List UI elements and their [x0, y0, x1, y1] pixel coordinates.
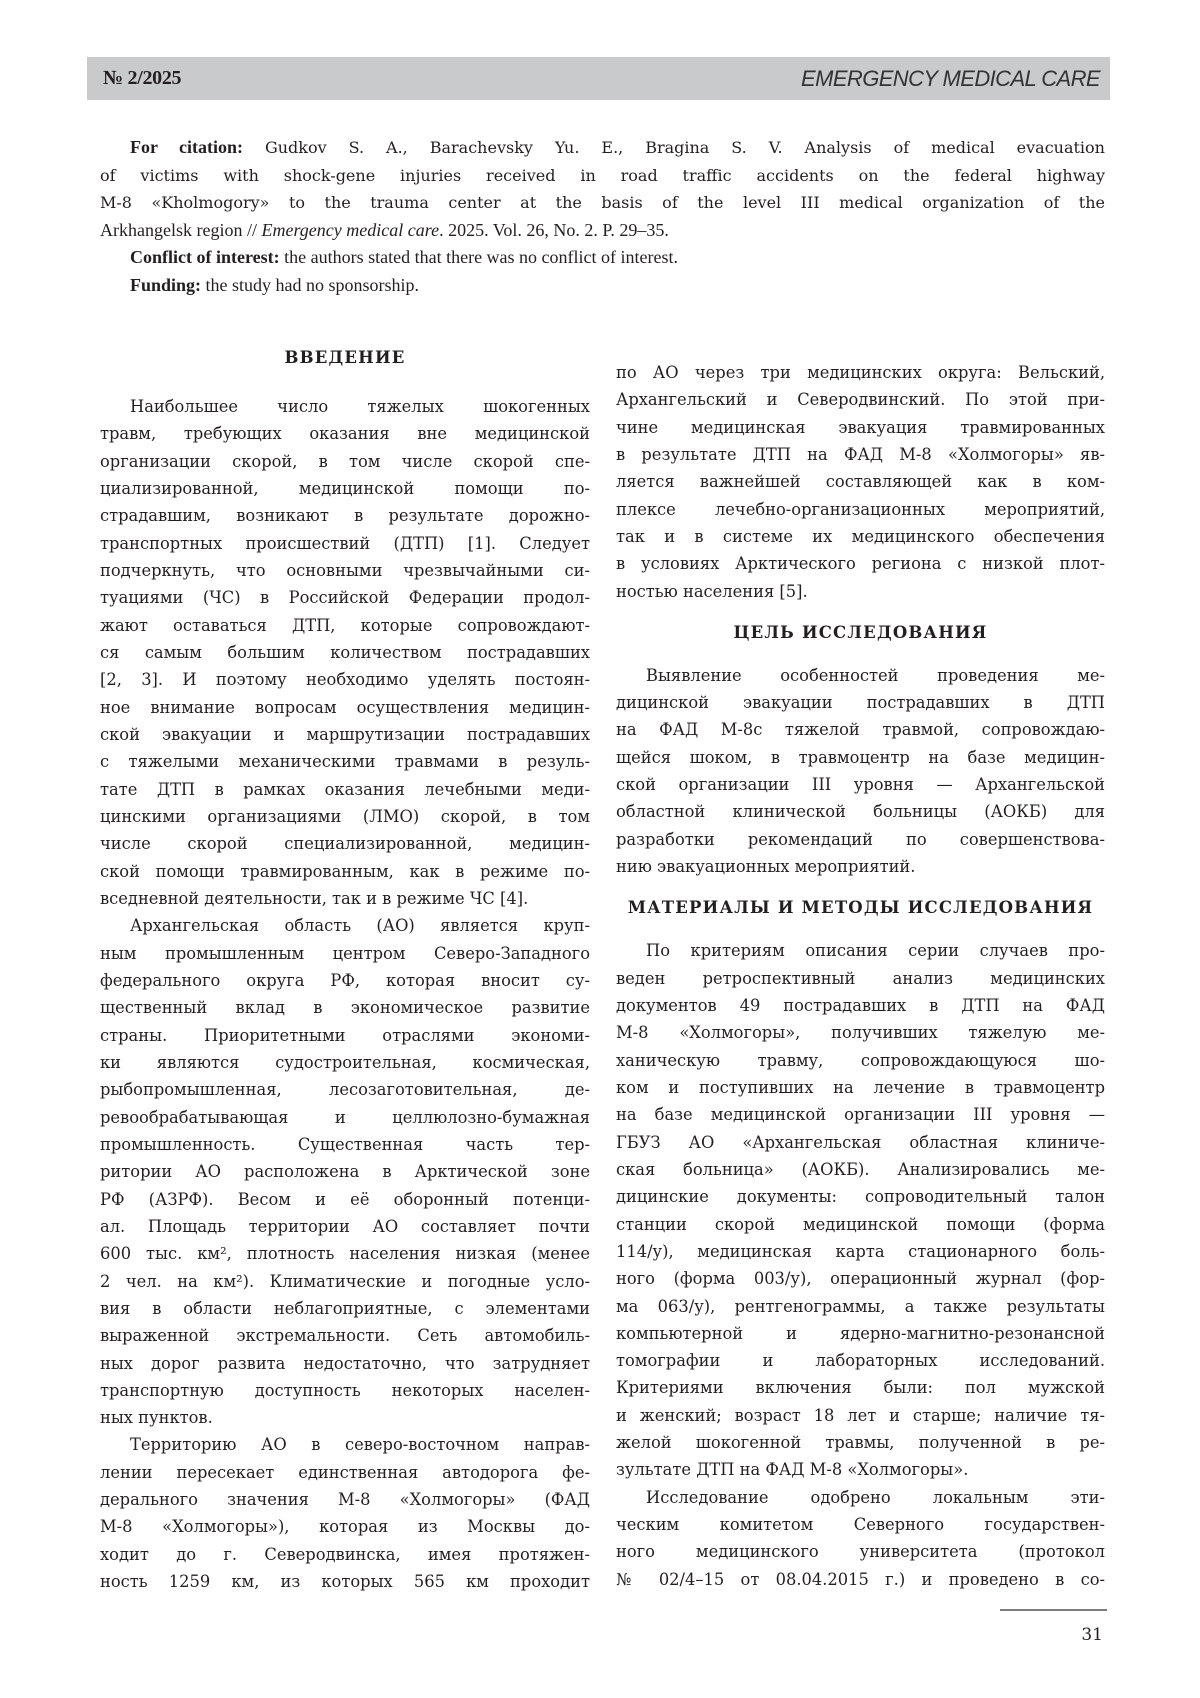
conflict-label: Conflict of interest:	[130, 247, 280, 267]
paragraph	[616, 1484, 1105, 1593]
text-line: веден ретроспективный анализ медицинских	[616, 968, 1105, 988]
text-line: 600 тыс. км², плотность населения низкая (менее	[100, 1244, 590, 1264]
text-line: компьютерной и ядерно-магнитно-резонансной	[616, 1323, 1105, 1343]
text-line: ностью населения [5].	[616, 581, 808, 601]
text-line: щейся шоком, в травмоцентр на базе медицин-	[616, 747, 1105, 767]
text-line: нию эвакуационных мероприятий.	[616, 857, 916, 877]
text-line: ся самым большим количеством пострадавших	[100, 642, 590, 662]
text-line: ской эвакуации и маршрутизации пострадавших	[100, 724, 590, 744]
text-line: Территорию АО в северо-восточном направ-	[130, 1435, 590, 1455]
text-line: транспортных происшествий (ДТП) [1]. Следует	[100, 533, 590, 553]
text-line: в результате ДТП на ФАД М-8 «Холмогоры» яв-	[616, 444, 1105, 464]
text-line: туациями (ЧС) в Российской Федерации продол-	[100, 588, 590, 608]
text-line: и женский; возраст 18 лет и старше; наличие тя-	[616, 1405, 1105, 1425]
text-line: ской помощи травмированным, как в режиме по-	[100, 861, 590, 881]
text-line: ГБУЗ АО «Архангельская областная клиниче-	[616, 1132, 1105, 1152]
text-line: рыбопромышленная, лесозаготовительная, де-	[100, 1080, 590, 1100]
text-line: ма 063/у), рентгенограммы, а также результаты	[616, 1296, 1105, 1316]
text-line: ляется важнейшей составляющей как в ком-	[616, 472, 1105, 492]
text-line: М-8 «Холмогоры»), которая из Москвы до-	[100, 1517, 590, 1537]
citation-line	[100, 134, 1105, 162]
text-line: станции скорой медицинской помощи (форма	[616, 1214, 1105, 1234]
text-line: РФ (АЗРФ). Весом и её оборонный потенци-	[100, 1189, 590, 1209]
text-line: щественный вклад в экономическое развитие	[100, 998, 590, 1018]
text-line: страдавшим, возникают в результате дорожно-	[100, 506, 590, 526]
text-line: тате ДТП в рамках оказания лечебными меди-	[100, 779, 590, 799]
text-line: чине медицинская эвакуация травмированных	[616, 417, 1105, 437]
text-line: подчеркнуть, что основными чрезвычайными си-	[100, 560, 590, 580]
text-line: страны. Приоритетными отраслями экономи-	[100, 1025, 590, 1045]
citation-label: For citation:	[130, 137, 244, 157]
paragraph	[616, 662, 1105, 881]
journal-title: EMERGENCY MEDICAL CARE	[801, 66, 1100, 91]
conflict-text: the authors stated that there was no conflict of interest.	[279, 247, 678, 267]
text-line: зультате ДТП на ФАД М-8 «Холмогоры».	[616, 1460, 969, 1480]
funding	[100, 272, 1105, 300]
left-column	[100, 344, 590, 1595]
text-line: плексе лечебно-организационных мероприятий,	[616, 499, 1105, 519]
text-line: 2 чел. на км²). Климатические и погодные усло-	[100, 1271, 590, 1291]
text-line: дерального значения М-8 «Холмогоры» (ФАД	[100, 1490, 590, 1510]
footer-rule	[1000, 1609, 1107, 1611]
text-line: федерального округа РФ, которая вносит су-	[100, 970, 590, 990]
text-line: дицинские документы: сопроводительный талон	[616, 1187, 1105, 1207]
citation-line	[100, 217, 1105, 245]
text-line: вия в области неблагоприятные, с элементами	[100, 1298, 590, 1318]
text-line: [2, 3]. И поэтому необходимо уделять постоян-	[100, 670, 590, 690]
text-line: лении пересекает единственная автодорога фе-	[100, 1462, 590, 1482]
text-line: ханическую травму, сопровождающуюся шо-	[616, 1050, 1105, 1070]
text-line: ходит до г. Северодвинска, имея протяжен-	[100, 1544, 590, 1564]
text-line: на базе медицинской организации III уровня —	[616, 1105, 1105, 1125]
text-line: ская больница» (АОКБ). Анализировались ме-	[616, 1159, 1105, 1179]
citation-text: . 2025. Vol. 26, No. 2. P. 29–35.	[439, 219, 669, 240]
text-line: документов 49 пострадавших в ДТП на ФАД	[616, 995, 1105, 1015]
page-number: 31	[1081, 1625, 1103, 1645]
text-line: ное внимание вопросам осуществления медицин-	[100, 697, 590, 717]
text-line: Архангельский и Северодвинский. По этой при-	[616, 390, 1105, 410]
paragraph	[100, 1431, 590, 1595]
text-line: по АО через три медицинских округа: Вельский,	[616, 363, 1105, 382]
text-line: разработки рекомендаций по совершенствова-	[616, 829, 1105, 849]
citation-line: of victims with shock-gene injuries received in road traffic accidents on the federal highway	[100, 165, 1105, 185]
text-line: томографии и лабораторных исследований.	[616, 1351, 1105, 1371]
text-line: выраженной экстремальности. Сеть автомобиль-	[100, 1326, 590, 1346]
text-line: ской организации III уровня — Архангельской	[616, 775, 1105, 795]
text-line: желой шокогенной травмы, полученной в ре-	[616, 1433, 1105, 1453]
journal-name: Emergency medical care	[261, 219, 440, 240]
text-line: ревообрабатывающая и целлюлозно-бумажная	[100, 1107, 590, 1127]
text-line: ным промышленным центром Северо-Западного	[100, 943, 590, 963]
text-line: на ФАД М-8с тяжелой травмой, сопровождаю-	[616, 720, 1105, 740]
text-line: № 02/4–15 от 08.04.2015 г.) и проведено в со-	[616, 1569, 1105, 1589]
text-line: По критериям описания серии случаев про-	[646, 941, 1105, 961]
section-heading: МАТЕРИАЛЫ И МЕТОДЫ ИССЛЕДОВАНИЯ	[627, 898, 1094, 918]
section-heading: ВВЕДЕНИЕ	[284, 348, 406, 367]
text-line: так и в системе их медицинского обеспечения	[616, 526, 1105, 546]
paragraph	[616, 359, 1105, 605]
text-line: в условиях Арктического региона с низкой плот-	[616, 554, 1105, 574]
text-line: ритории АО расположена в Арктической зоне	[100, 1162, 590, 1182]
text-line: ки являются судостроительная, космическая,	[100, 1052, 590, 1072]
funding-text: the study had no sponsorship.	[201, 274, 420, 295]
running-header-bar	[87, 57, 1110, 100]
text-line: числе скорой специализированной, медицин-	[100, 834, 590, 854]
text-line: Исследование одобрено локальным эти-	[646, 1487, 1105, 1507]
text-line: 114/у), медицинская карта стационарного боль-	[616, 1241, 1105, 1261]
text-line: ного (форма 003/у), операционный журнал (фор-	[616, 1269, 1105, 1289]
text-line: ных дорог развита недостаточно, что затрудняет	[100, 1353, 590, 1373]
text-line: организации скорой, в том числе скорой спе-	[100, 451, 590, 471]
text-line: Выявление особенностей проведения ме-	[646, 665, 1105, 685]
text-line: цинскими организациями (ЛМО) скорой, в том	[100, 806, 590, 826]
text-line: травм, требующих оказания вне медицинской	[100, 424, 590, 444]
paragraph	[100, 912, 590, 1431]
text-line: промышленность. Существенная часть тер-	[100, 1134, 590, 1154]
paragraph	[100, 393, 590, 912]
issue-number: № 2/2025	[103, 67, 182, 89]
conflict-of-interest	[100, 244, 1105, 272]
text-line: транспортную доступность некоторых населен-	[100, 1380, 590, 1400]
section-heading: ЦЕЛЬ ИССЛЕДОВАНИЯ	[733, 622, 988, 642]
text-line: ность 1259 км, из которых 565 км проходит	[100, 1572, 590, 1592]
right-column	[616, 359, 1105, 1593]
text-line: дицинской эвакуации пострадавших в ДТП	[616, 693, 1105, 713]
funding-label: Funding:	[130, 274, 202, 295]
text-line: областной клинической больницы (АОКБ) для	[616, 802, 1105, 822]
paragraph	[616, 937, 1105, 1484]
text-line: ных пунктов.	[100, 1408, 213, 1428]
citation-block	[100, 134, 1105, 299]
citation-line: M-8 «Kholmogory» to the trauma center at the basis of the level III medical organization of the	[100, 193, 1105, 212]
citation-text: Arkhangelsk region //	[100, 219, 262, 240]
text-line: Архангельская область (АО) является круп-	[130, 916, 590, 936]
text-line: вседневной деятельности, так и в режиме ЧС [4].	[100, 888, 529, 908]
text-line: ком и поступивших на лечение в травмоцентр	[616, 1077, 1105, 1097]
citation-text: Gudkov S. A., Barachevsky Yu. E., Bragina S. V. Analysis of medical evacuation	[264, 138, 1105, 157]
text-line: с тяжелыми механическими травмами в резуль-	[100, 752, 590, 772]
text-line: Критериями включения были: пол мужской	[616, 1378, 1105, 1398]
text-line: циализированной, медицинской помощи по-	[100, 479, 590, 498]
text-line: жают оставаться ДТП, которые сопровождают-	[100, 615, 590, 635]
text-line: ного медицинского университета (протокол	[616, 1542, 1105, 1562]
text-line: ал. Площадь территории АО составляет почти	[100, 1216, 590, 1236]
text-line: ческим комитетом Северного государствен-	[616, 1515, 1105, 1535]
text-line: М-8 «Холмогоры», получивших тяжелую ме-	[616, 1023, 1105, 1043]
text-line: Наибольшее число тяжелых шокогенных	[130, 397, 590, 417]
